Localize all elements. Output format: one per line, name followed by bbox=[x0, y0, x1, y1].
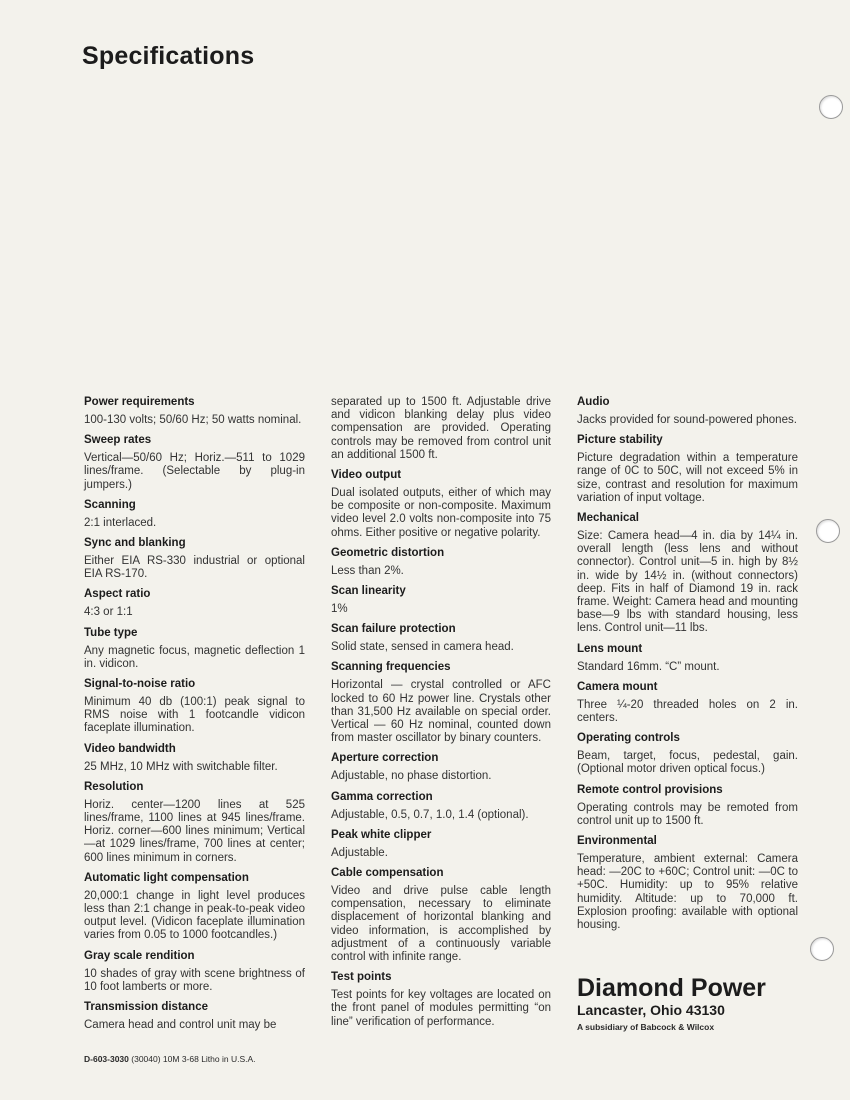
spec-item bbox=[84, 537, 305, 581]
spec-text: Three ¼-20 threaded holes on 2 in. centers. bbox=[577, 698, 798, 725]
spec-item bbox=[84, 499, 305, 530]
spec-column-3 bbox=[577, 396, 798, 939]
spec-item bbox=[84, 1001, 305, 1032]
spec-text: 1% bbox=[331, 603, 348, 616]
spec-title: Gamma correction bbox=[331, 790, 433, 803]
spec-item bbox=[331, 661, 551, 745]
spec-continuation-text: separated up to 1500 ft. Adjustable drive and vidicon blanking delay plus video compensation are provided. Operating controls may be removed from control unit an additional 1500 ft. bbox=[331, 396, 551, 461]
spec-text: Test points for key voltages are located on the front panel of modules permitting “on line” verification of performance. bbox=[331, 989, 551, 1028]
footer-code-details: (30040) 10M 3-68 Litho in U.S.A. bbox=[131, 1054, 256, 1064]
spec-title: Sweep rates bbox=[84, 434, 152, 447]
spec-item bbox=[331, 752, 551, 783]
spec-text: Adjustable, no phase distortion. bbox=[331, 770, 492, 783]
binder-hole-bottom bbox=[810, 937, 834, 961]
spec-title: Sync and blanking bbox=[84, 537, 186, 550]
spec-title: Video bandwidth bbox=[84, 742, 176, 755]
spec-text: Video and drive pulse cable length compensation, necessary to eliminate displacement of horizontal blanking and video information, is accomplished by adjustment of a continuously variable control with infinite range. bbox=[331, 885, 551, 964]
spec-title: Aspect ratio bbox=[84, 588, 151, 601]
spec-title: Aperture correction bbox=[331, 752, 439, 765]
spec-text: Horizontal — crystal controlled or AFC locked to 60 Hz power line. Crystals other than 31,500 Hz available on special order. Vertical — 60 Hz nominal, counted down from master oscillator by binary counters. bbox=[331, 679, 551, 745]
spec-item bbox=[84, 396, 305, 427]
spec-text: Minimum 40 db (100:1) peak signal to RMS noise with 1 footcandle vidicon faceplate illumination. bbox=[84, 696, 305, 735]
binder-hole-top bbox=[819, 95, 843, 119]
spec-title: Test points bbox=[331, 971, 392, 984]
company-subsidiary: A subsidiary of Babcock & Wilcox bbox=[577, 1022, 715, 1032]
spec-title: Remote control provisions bbox=[577, 783, 723, 796]
spec-item bbox=[331, 623, 551, 654]
spec-title: Scan linearity bbox=[331, 585, 406, 598]
spec-item bbox=[577, 732, 798, 776]
company-block bbox=[577, 974, 807, 1032]
footer-print-code bbox=[84, 1054, 256, 1064]
spec-item bbox=[84, 781, 305, 865]
spec-title: Video output bbox=[331, 469, 402, 482]
spec-text: Either EIA RS-330 industrial or optional EIA RS-170. bbox=[84, 555, 305, 581]
spec-text: Less than 2%. bbox=[331, 564, 404, 577]
spec-item bbox=[84, 588, 305, 619]
spec-text: 4:3 or 1:1 bbox=[84, 606, 133, 619]
spec-item bbox=[331, 791, 551, 822]
spec-item bbox=[84, 950, 305, 994]
spec-title: Scan failure protection bbox=[331, 623, 456, 636]
spec-text: 100-130 volts; 50/60 Hz; 50 watts nominal. bbox=[84, 414, 302, 426]
spec-title: Scanning frequencies bbox=[331, 661, 451, 674]
spec-item bbox=[331, 547, 551, 578]
spec-title: Peak white clipper bbox=[331, 828, 432, 841]
spec-title: Picture stability bbox=[577, 434, 663, 447]
spec-title: Signal-to-noise ratio bbox=[84, 678, 196, 691]
spec-title: Power requirements bbox=[84, 396, 195, 408]
spec-item bbox=[577, 835, 798, 932]
spec-text: 2:1 interlaced. bbox=[84, 516, 157, 529]
spec-text: 20,000:1 change in light level produces less than 2:1 change in peak-to-peak video output level. (Vidicon faceplate illumination varies from 0.05 to 1000 footcandles.) bbox=[84, 889, 305, 942]
spec-item bbox=[577, 643, 798, 674]
binder-hole-middle bbox=[816, 519, 840, 543]
spec-item bbox=[331, 867, 551, 964]
spec-text: Beam, target, focus, pedestal, gain. (Optional motor driven optical focus.) bbox=[577, 750, 798, 776]
footer-code-number: D-603-3030 bbox=[84, 1054, 129, 1064]
spec-text: Operating controls may be remoted from control unit up to 1500 ft. bbox=[577, 801, 798, 827]
spec-item bbox=[577, 784, 798, 828]
spec-title: Lens mount bbox=[577, 642, 643, 655]
spec-item bbox=[331, 469, 551, 540]
spec-text: 25 MHz, 10 MHz with switchable filter. bbox=[84, 760, 278, 773]
spec-text: Adjustable. bbox=[331, 846, 388, 859]
spec-item bbox=[577, 396, 798, 427]
spec-title: Tube type bbox=[84, 626, 138, 639]
spec-text: Picture degradation within a temperature range of 0C to 50C, will not exceed 5% in size, contrast and resolution for maximum variation of input voltage. bbox=[577, 452, 798, 504]
company-name: Diamond Power bbox=[577, 974, 766, 1002]
spec-title: Resolution bbox=[84, 780, 144, 793]
spec-text: Jacks provided for sound-powered phones. bbox=[577, 414, 797, 426]
spec-item bbox=[331, 971, 551, 1029]
spec-text: 10 shades of gray with scene brightness of 10 foot lamberts or more. bbox=[84, 967, 305, 993]
spec-item bbox=[84, 434, 305, 492]
spec-title: Mechanical bbox=[577, 512, 639, 525]
spec-text: Dual isolated outputs, either of which may be composite or non-composite. Maximum video level 2.0 volts non-composite into 75 ohms. Either positive or negative polarity. bbox=[331, 487, 551, 539]
spec-title: Automatic light compensation bbox=[84, 871, 249, 884]
spec-title: Scanning bbox=[84, 498, 136, 511]
spec-item bbox=[577, 681, 798, 725]
company-city: Lancaster, Ohio 43130 bbox=[577, 1002, 725, 1018]
spec-item bbox=[84, 627, 305, 671]
spec-text: Size: Camera head—4 in. dia by 14¼ in. overall length (less lens and without connector). Control unit—5 in. high by 8½ in. wide by 14½ in. (without connectors) deep. Fits in half of Diamond 19 in. rack frame. Weight: Camera head and mounting base—9 lbs with standard housing, less lens. Control unit—11 lbs. bbox=[577, 530, 798, 635]
spec-text: Any magnetic focus, magnetic deflection 1 in. vidicon. bbox=[84, 644, 305, 670]
spec-column-2 bbox=[331, 396, 551, 1036]
spec-item bbox=[577, 512, 798, 636]
spec-title: Transmission distance bbox=[84, 1001, 208, 1014]
spec-item bbox=[84, 872, 305, 943]
spec-text: Standard 16mm. “C” mount. bbox=[577, 660, 720, 673]
spec-item bbox=[84, 678, 305, 736]
spec-text: Temperature, ambient external: Camera head: —20C to +60C; Control unit: —0C to +50C. Humidity: up to 95% relative humidity. Altitude: up to 70,000 ft. Explosion proofing: available with optional housing. bbox=[577, 853, 798, 932]
spec-item bbox=[331, 585, 551, 616]
spec-text: Adjustable, 0.5, 0.7, 1.0, 1.4 (optional). bbox=[331, 808, 529, 821]
spec-item bbox=[84, 743, 305, 774]
spec-text: Horiz. center—1200 lines at 525 lines/frame, 1100 lines at 945 lines/frame. Horiz. corner—600 lines minimum; Vertical—at 1029 lines/frame, 700 lines at center; 600 lines minimum in corners. bbox=[84, 798, 305, 864]
spec-text: Solid state, sensed in camera head. bbox=[331, 641, 514, 654]
spec-title: Geometric distortion bbox=[331, 546, 445, 559]
spec-text: Camera head and control unit may be bbox=[84, 1019, 277, 1032]
spec-column-1 bbox=[84, 396, 305, 1039]
spec-item bbox=[331, 829, 551, 860]
spec-text: Vertical—50/60 Hz; Horiz.—511 to 1029 lines/frame. (Selectable by plug-in jumpers.) bbox=[84, 452, 305, 491]
spec-title: Audio bbox=[577, 396, 610, 408]
spec-title: Camera mount bbox=[577, 680, 658, 693]
page-title: Specifications bbox=[82, 42, 255, 70]
spec-title: Gray scale rendition bbox=[84, 949, 195, 962]
spec-title: Environmental bbox=[577, 835, 657, 848]
spec-title: Operating controls bbox=[577, 732, 680, 745]
spec-item bbox=[577, 434, 798, 505]
spec-title: Cable compensation bbox=[331, 867, 444, 880]
